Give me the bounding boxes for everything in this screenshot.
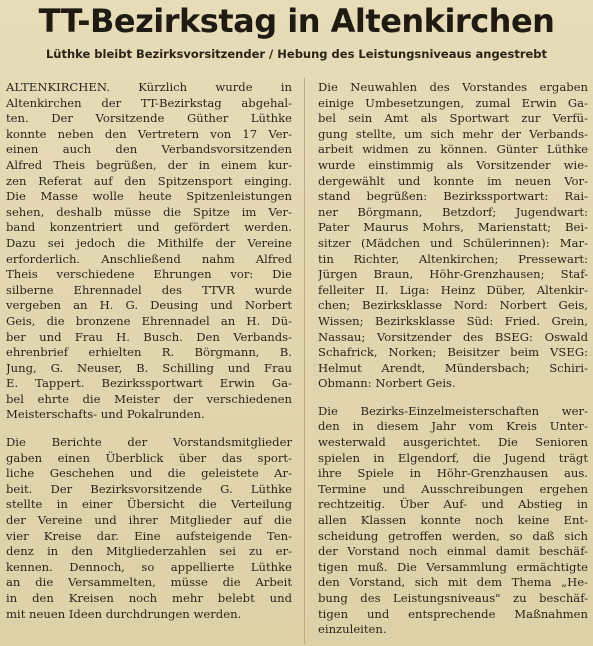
text-line: Termine und Ausschreibungen ergehen xyxy=(318,481,588,496)
text-line: sehen, deshalb müsse die Spitze im Ver- xyxy=(6,204,292,219)
text-line: mit neuen Ideen durchdrungen werden. xyxy=(6,606,242,621)
text-line: einen auch den Verbandsvorsitzenden xyxy=(6,142,292,157)
text-line: ner Börgmann, Betzdorf; Jugendwart: xyxy=(318,204,588,219)
text-line: chen; Bezirksklasse Nord: Norbert Geis, xyxy=(318,298,588,313)
text-line: gung stellte, um sich mehr der Verbands- xyxy=(318,126,588,141)
text-line: Theis verschiedene Ehrungen vor: Die xyxy=(6,267,292,282)
text-line: ten. Der Vorsitzende Güther Lüthke xyxy=(6,111,292,126)
text-line: scheidung getroffen werden, so daß sich xyxy=(318,528,588,543)
headline: TT-Bezirkstag in Altenkirchen xyxy=(38,2,555,40)
text-line: rechtzeitig. Über Auf- und Abstieg in xyxy=(318,497,588,512)
text-line: Dazu sei jedoch die Mithilfe der Vereine xyxy=(6,235,292,250)
text-line: Alfred Theis begrüßen, der in einem kur- xyxy=(6,157,292,172)
text-line: spielen in Elgendorf, die Jugend trägt xyxy=(318,450,588,465)
left-column xyxy=(6,80,292,634)
text-line: Jürgen Braun, Höhr-Grenzhausen; Staf- xyxy=(318,267,588,282)
text-line: Wissen; Bezirksklasse Süd: Fried. Grein, xyxy=(318,313,588,328)
text-line: silberne Ehrennadel des TTVR wurde xyxy=(6,282,292,297)
paragraph xyxy=(6,80,292,423)
subheadline: Lüthke bleibt Bezirksvorsitzender / Hebung des Leistungsniveaus angestrebt xyxy=(45,47,548,61)
paragraph xyxy=(6,435,292,622)
text-line: denz in den Mitgliederzahlen sei zu er- xyxy=(6,544,292,559)
text-line: stellte in einer Übersicht die Verteilung xyxy=(6,497,292,512)
text-line: Obmann: Norbert Geis. xyxy=(318,376,456,391)
text-line: Die Berichte der Vorstandsmitglieder xyxy=(6,435,292,450)
text-line: einige Umbesetzungen, zumal Erwin Ga- xyxy=(318,95,588,110)
text-line: Die Masse wolle heute Spitzenleistungen xyxy=(6,189,292,204)
text-line: Meisterschafts- und Pokalrunden. xyxy=(6,407,205,422)
text-line: liche Geschehen und die geleistete Ar- xyxy=(6,466,292,481)
text-line: Schafrick, Norken; Beisitzer beim VSEG: xyxy=(318,345,588,360)
text-line: westerwald ausgerichtet. Die Senioren xyxy=(318,435,588,450)
text-line: erforderlich. Anschließend nahm Alfred xyxy=(6,251,292,266)
text-line: Helmut Arendt, Mündersbach; Schiri- xyxy=(318,360,588,375)
text-line: E. Tappert. Bezirkssportwart Erwin Ga- xyxy=(6,376,292,391)
text-line: ALTENKIRCHEN. Kürzlich wurde in xyxy=(6,80,292,94)
text-line: den Vorstand, sich mit dem Thema „He- xyxy=(318,575,588,590)
text-line: bung des Leistungsniveaus" zu beschäf- xyxy=(318,591,588,605)
text-line: wurde einstimmig als Vorsitzender wie- xyxy=(318,157,588,172)
right-column xyxy=(318,80,588,646)
text-line: Altenkirchen der TT-Bezirkstag abgehal- xyxy=(6,95,292,110)
text-line: konnte neben den Vertretern von 17 Ver- xyxy=(6,126,292,141)
text-line: an die Versammelten, müsse die Arbeit xyxy=(6,575,292,590)
text-line: sitzer (Mädchen und Schülerinnen): Mar- xyxy=(318,235,588,250)
text-line: einzuleiten. xyxy=(318,622,387,637)
paragraph xyxy=(318,80,588,392)
text-line: beit. Der Bezirksvorsitzende G. Lüthke xyxy=(6,481,292,496)
text-line: allen Klassen konnte noch keine Ent- xyxy=(318,513,588,528)
text-line: ber und Frau H. Busch. Den Verbands- xyxy=(6,329,292,344)
text-line: der Vereine und ihrer Mitglieder auf die xyxy=(6,513,292,528)
text-line: stand begrüßen: Bezirkssportwart: Rai- xyxy=(318,189,588,204)
text-line: Nassau; Vorsitzender des BSEG: Oswald xyxy=(318,329,588,344)
text-line: tigen und entsprechende Maßnahmen xyxy=(318,606,588,621)
text-line: felleiter II. Liga: Heinz Düber, Altenkir- xyxy=(318,282,588,297)
text-line: der Vorstand noch einmal damit beschäf- xyxy=(318,544,588,559)
text-line: Die Neuwahlen des Vorstandes ergaben xyxy=(318,80,588,94)
text-line: in den Kreisen noch mehr belebt und xyxy=(6,591,292,605)
text-line: ehrenbrief erhielten R. Börgmann, B. xyxy=(6,345,292,360)
text-line: vergeben an H. G. Deusing und Norbert xyxy=(6,298,292,313)
text-line: kennen. Dennoch, so appellierte Lüthke xyxy=(6,559,292,574)
text-line: arbeit widmen zu können. Günter Lüthke xyxy=(318,142,588,157)
text-line: tin Richter, Altenkirchen; Pressewart: xyxy=(318,251,588,266)
text-line: bel ehrte die Meister der verschiedenen xyxy=(6,391,292,406)
paragraph xyxy=(318,404,588,638)
text-line: den in diesem Jahr vom Kreis Unter- xyxy=(318,419,588,434)
text-line: zen Referat auf den Spitzensport einging. xyxy=(6,173,292,188)
text-line: Geis, die bronzene Ehrennadel an H. Dü- xyxy=(6,313,292,328)
text-line: band konzentriert und gefördert werden. xyxy=(6,220,292,235)
text-line: ihre Spiele in Höhr-Grenzhausen aus. xyxy=(318,466,588,481)
text-line: Pater Maurus Mohrs, Marienstatt; Bei- xyxy=(318,220,588,235)
text-line: bel sein Amt als Sportwart zur Verfü- xyxy=(318,111,588,126)
column-divider xyxy=(304,78,305,644)
text-line: Die Bezirks-Einzelmeisterschaften wer- xyxy=(318,403,588,418)
text-line: gaben einen Überblick über das sport- xyxy=(6,450,292,465)
text-line: tigen muß. Die Versammlung ermächtigte xyxy=(318,559,588,574)
text-line: Jung, G. Neuser, B. Schilling und Frau xyxy=(6,360,292,375)
text-line: dergewählt und konnte im neuen Vor- xyxy=(318,173,588,188)
text-line: vier Kreise dar. Eine aufsteigende Ten- xyxy=(6,528,292,543)
